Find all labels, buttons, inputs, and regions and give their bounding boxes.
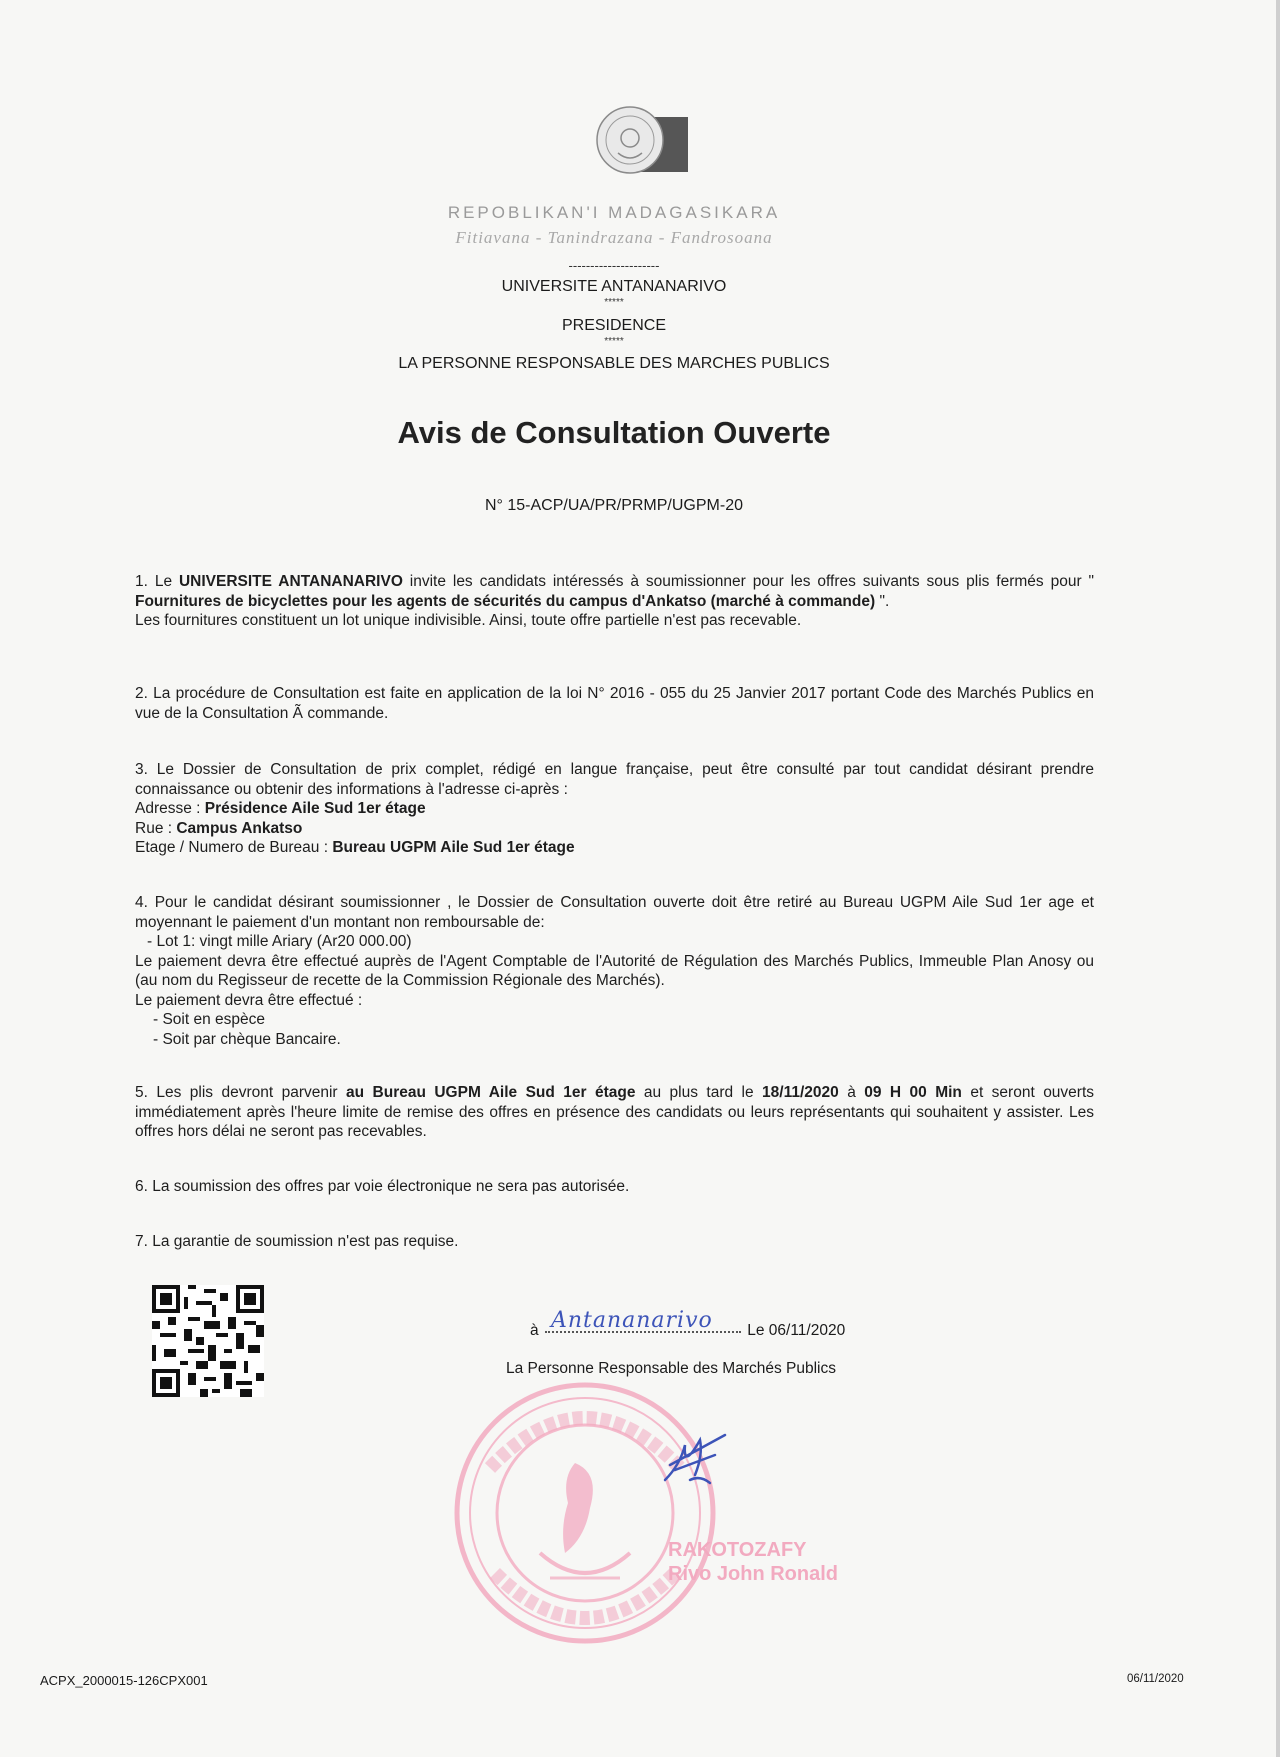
national-emblem-icon — [580, 105, 690, 185]
official-stamp — [450, 1378, 720, 1648]
paragraph-1 — [135, 572, 1094, 631]
p1-object: Fournitures de bicyclettes pour les agents de sécurités du campus d'Ankatso (marché à commande) — [135, 592, 876, 610]
signatory-surname: RAKOTOZAFY — [668, 1539, 807, 1561]
p5-text: 5. Les plis devront parvenir — [135, 1084, 347, 1101]
national-motto: Fitiavana - Tanindrazana - Fandrosoana — [455, 228, 773, 247]
p1-text: invite les candidats intéressés à soumissionner pour les offres suivants sous plis fermés pour " — [402, 573, 1095, 590]
p4-intro: 4. Pour le candidat désirant soumissionner , le Dossier de Consultation ouverte doit être retiré au Bureau UGPM Aile Sud 1er age et moyennant le paiement d'un montant non remboursable de: — [135, 894, 1094, 931]
paragraph-2 — [135, 684, 1094, 723]
p5-deadline-time: 09 H 00 Min — [864, 1084, 962, 1101]
handwritten-signature — [655, 1425, 730, 1495]
rue-value: Campus Ankatso — [176, 819, 303, 837]
signature-date: Le 06/11/2020 — [742, 1322, 846, 1339]
p1-lot-note: Les fournitures constituent un lot unique indivisible. Ainsi, toute offre partielle n'est pas recevable. — [135, 612, 802, 629]
p4-paiement: Le paiement devra être effectué auprès de l'Agent Comptable de l'Autorité de Régulation des Marchés Publics, Immeuble Plan Anosy ou (au nom du Regisseur de recette de la Commission Régionale des Marchés). — [135, 952, 1094, 989]
rue-label: Rue : — [135, 819, 177, 837]
prmp-header: LA PERSONNE RESPONSABLE DES MARCHES PUBLICS — [398, 355, 830, 372]
etage-value: Bureau UGPM Aile Sud 1er étage — [332, 839, 575, 856]
signatory-name — [668, 1538, 838, 1586]
p5-text: à — [838, 1084, 865, 1101]
republic-name: REPOBLIKAN'I MADAGASIKARA — [447, 203, 781, 222]
etage-label: Etage / Numero de Bureau : — [135, 839, 333, 856]
qr-code-icon — [152, 1285, 264, 1397]
p4-espece: - Soit en espèce — [153, 1011, 266, 1028]
p6-text: 6. La soumission des offres par voie électronique ne sera pas autorisée. — [135, 1178, 630, 1195]
presidence-label: PRESIDENCE — [561, 317, 667, 334]
reference-number: N° 15-ACP/UA/PR/PRMP/UGPM-20 — [484, 497, 743, 514]
p5-text: et seront ouverts immédiatement après l'heure limite de remise des offres en présence des candidats ou leurs représentants qui souhaitent y assister. Les offres hors délai ne seront pas recevables. — [135, 1084, 1095, 1140]
separator-stars: ***** — [604, 336, 624, 347]
p1-text: ". — [875, 592, 890, 610]
paragraph-7 — [135, 1232, 1094, 1252]
p1-text: 1. Le — [135, 573, 179, 590]
document-code: ACPX_2000015-126CPX001 — [40, 1673, 208, 1688]
p1-university: UNIVERSITE ANTANANARIVO — [178, 573, 403, 590]
paragraph-3 — [135, 760, 1094, 858]
p4-lot: - Lot 1: vingt mille Ariary (Ar20 000.00) — [147, 933, 412, 950]
p5-location: au Bureau UGPM Aile Sud 1er étage — [346, 1084, 636, 1101]
adresse-value: Présidence Aile Sud 1er étage — [204, 800, 426, 817]
paragraph-4 — [135, 893, 1094, 1049]
p3-intro: 3. Le Dossier de Consultation de prix complet, rédigé en langue française, peut être consulté par tout candidat désirant prendre connaissance ou obtenir des informations à l'adresse ci-après : — [135, 761, 1094, 798]
handwritten-place: Antananarivo — [550, 1308, 713, 1333]
page-title: Avis de Consultation Ouverte — [397, 415, 831, 450]
university-name: UNIVERSITE ANTANANARIVO — [501, 278, 727, 295]
p5-deadline-date: 18/11/2020 — [762, 1084, 839, 1101]
paragraph-5 — [135, 1083, 1094, 1142]
adresse-label: Adresse : — [135, 800, 205, 817]
p4-mode: Le paiement devra être effectué : — [135, 991, 363, 1009]
page-edge — [1276, 0, 1280, 1757]
signatory-role: La Personne Responsable des Marchés Publics — [506, 1360, 836, 1377]
p4-cheque: - Soit par chèque Bancaire. — [153, 1030, 341, 1048]
separator-line: --------------------- — [568, 258, 660, 273]
separator-stars: ***** — [604, 297, 624, 308]
place-date-line — [530, 1308, 846, 1340]
paragraph-6 — [135, 1177, 1094, 1197]
p5-text: au plus tard le — [635, 1084, 763, 1101]
place-field — [543, 1308, 743, 1335]
signatory-given-names: Rivo John Ronald — [668, 1563, 838, 1585]
p7-text: 7. La garantie de soumission n'est pas requise. — [135, 1233, 459, 1250]
p2-text: 2. La procédure de Consultation est faite en application de la loi N° 2016 - 055 du 25 Janvier 2017 portant Code des Marchés Publics en vue de la Consultation Ã commande. — [135, 685, 1094, 722]
footer-date: 06/11/2020 — [1127, 1673, 1184, 1685]
place-prefix: à — [530, 1322, 543, 1339]
